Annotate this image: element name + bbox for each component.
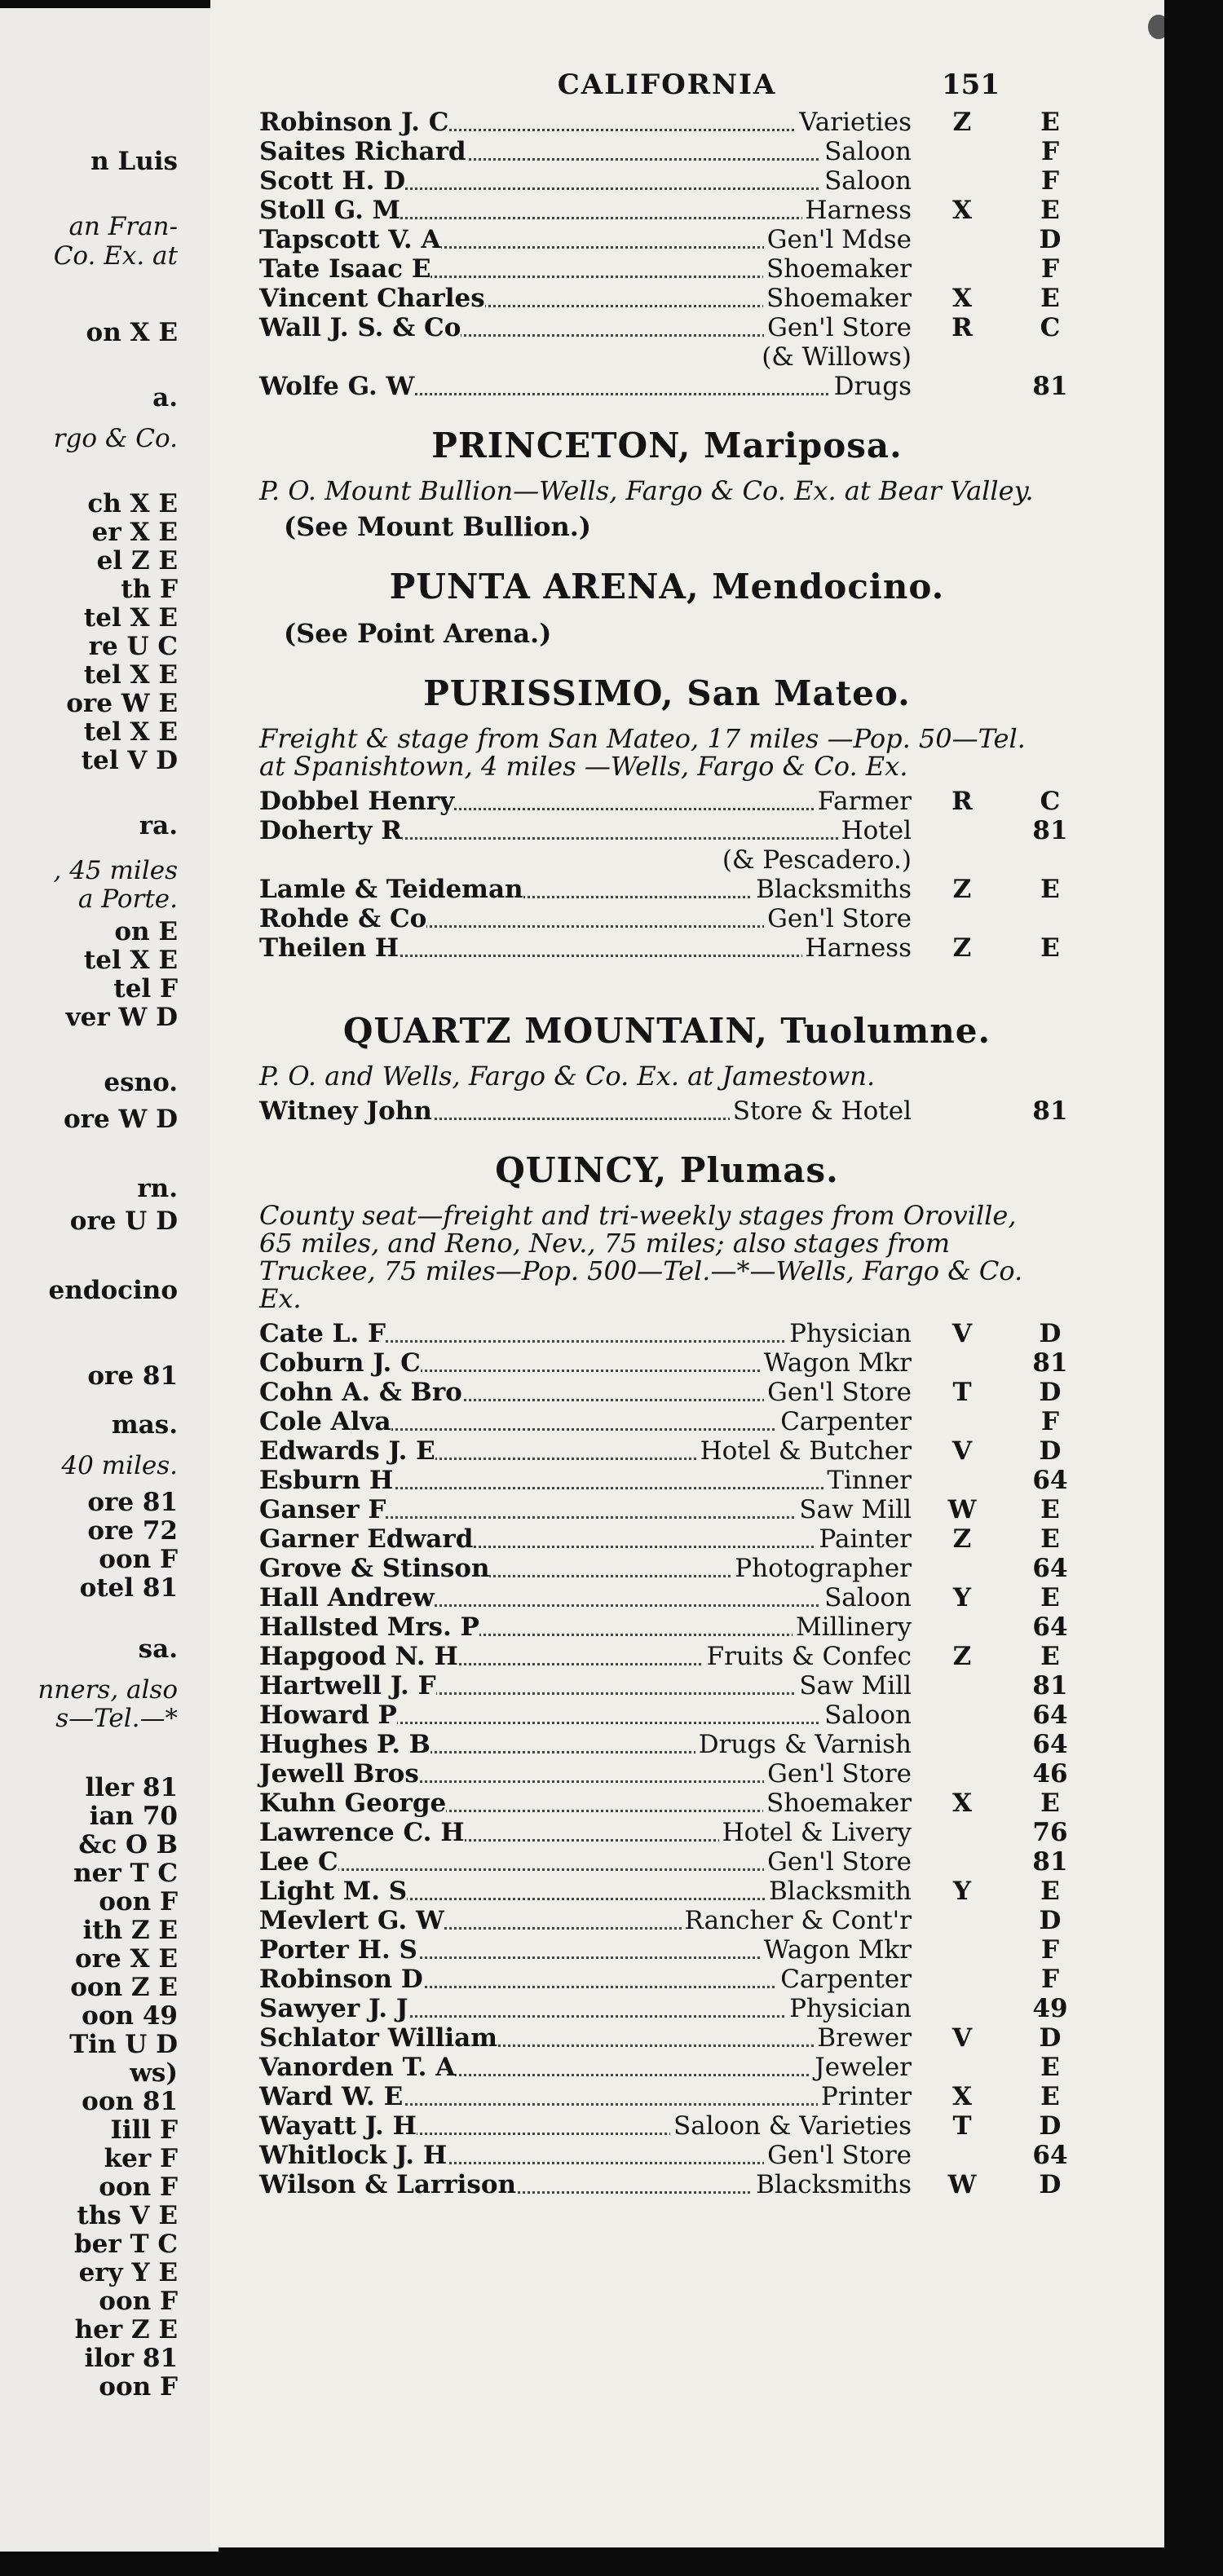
- rating-code: 64: [1032, 1700, 1068, 1730]
- left-page-fragment: oon 49: [82, 2001, 178, 2031]
- listing-row: [259, 108, 1075, 137]
- rating-code: E: [1040, 1524, 1060, 1554]
- listing-name: Mevlert G. W: [259, 1906, 444, 1935]
- left-page-fragment: &c O B: [78, 1830, 178, 1859]
- left-page-fragment: oon F: [99, 2287, 178, 2316]
- listing-name: Rohde & Co: [259, 904, 427, 933]
- see-reference: (See Mount Bullion.): [284, 511, 591, 542]
- listing-occupation: Fruits & Confec: [704, 1642, 912, 1671]
- listing-row: [259, 2053, 1075, 2082]
- left-page-fragment: oon 81: [82, 2087, 178, 2116]
- listing-row: [259, 372, 1075, 401]
- listing-name: Ward W. E: [259, 2082, 404, 2111]
- listing-occupation: Hotel & Livery: [719, 1818, 912, 1847]
- listing-name: Coburn J. C: [259, 1348, 421, 1378]
- rating-code: C: [1040, 787, 1061, 816]
- listing-occupation: Blacksmiths: [753, 875, 912, 904]
- town-listings: [259, 1319, 1075, 2199]
- rating-credit: Z: [952, 108, 972, 137]
- listing-row: [259, 1319, 1075, 1348]
- listing-name: Wolfe G. W: [259, 372, 415, 401]
- listing-occupation: Photographer: [731, 1554, 912, 1583]
- listing-name: Hartwell J. F: [259, 1671, 436, 1700]
- rating-credit: T: [952, 1378, 972, 1407]
- rating-code: D: [1039, 225, 1062, 254]
- left-page-fragment: ore W D: [63, 1105, 178, 1134]
- left-page-fragment: sa.: [138, 1634, 178, 1664]
- listing-row: [259, 1583, 1075, 1612]
- left-page-fragment: rn.: [137, 1174, 178, 1203]
- listing-name: Howard P: [259, 1700, 397, 1730]
- listing-occupation: Gen'l Store: [764, 904, 912, 933]
- rating-credit: Z: [952, 875, 972, 904]
- listing-occupation: (& Willows): [758, 342, 912, 372]
- left-page-fragment: ner T C: [73, 1859, 178, 1888]
- listing-occupation: Saloon: [821, 1700, 912, 1730]
- left-page-fragment: nners, also: [38, 1675, 178, 1705]
- listing-name: Jewell Bros: [259, 1759, 419, 1789]
- listing-row: [259, 2082, 1075, 2111]
- rating-credit: V: [951, 1319, 973, 1348]
- listing-row: [259, 1818, 1075, 1847]
- listing-row: [259, 1642, 1075, 1671]
- left-page-fragment: ths V E: [77, 2201, 178, 2230]
- listing-name: Edwards J. E: [259, 1436, 435, 1466]
- listing-name: Robinson D: [259, 1965, 423, 1994]
- left-page-fragment: ore U D: [69, 1206, 178, 1236]
- listing-occupation: Harness: [802, 933, 912, 963]
- listing-name: Cole Alva: [259, 1407, 391, 1436]
- listing-occupation: (& Pescadero.): [719, 845, 912, 875]
- rating-code: E: [1040, 1877, 1060, 1906]
- rating-credit: X: [951, 2082, 973, 2111]
- left-page-fragment: otel 81: [79, 1573, 178, 1603]
- left-page-fragment: ra.: [139, 811, 178, 840]
- town-heading: PUNTA ARENA, Mendocino.: [389, 567, 945, 607]
- left-page-fragment: ller 81: [85, 1773, 178, 1802]
- rating-code: 81: [1032, 816, 1068, 845]
- listing-occupation: Printer: [818, 2082, 912, 2111]
- left-page-fragment: oon Z E: [70, 1973, 178, 2002]
- rating-code: E: [1040, 2053, 1060, 2082]
- listing-row: [259, 904, 1075, 933]
- listing-occupation: Saloon: [821, 137, 912, 166]
- town-note: County seat—freight and tri-weekly stages from Oroville, 65 miles, and Reno, Nev., 75 miles; also stages from Truckee, 75 miles—Pop. 500—Tel.—*—Wells, Fargo & Co. Ex.: [259, 1200, 1023, 1314]
- listing-occupation: Drugs & Varnish: [695, 1730, 912, 1759]
- listing-row: [259, 1407, 1075, 1436]
- listing-name: Whitlock J. H: [259, 2141, 448, 2170]
- left-page-fragment: ore 72: [87, 1516, 178, 1546]
- rating-code: F: [1040, 137, 1059, 166]
- left-page-fragment: oon F: [99, 2172, 178, 2202]
- town-heading: PURISSIMO, San Mateo.: [423, 673, 911, 713]
- left-page-fragment: oon F: [99, 2372, 178, 2402]
- rating-code: D: [1039, 1319, 1062, 1348]
- left-page-fragment: ore 81: [87, 1361, 178, 1391]
- listing-occupation: Shoemaker: [763, 254, 912, 284]
- rating-code: F: [1040, 166, 1059, 196]
- directory-column: [259, 57, 1075, 2199]
- rating-code: 64: [1032, 1554, 1068, 1583]
- left-page-fragment: ore 81: [87, 1488, 178, 1517]
- left-page-fragment: el Z E: [96, 546, 178, 576]
- left-page-fragment: an Fran-: [68, 212, 178, 241]
- listing-row: [259, 1700, 1075, 1730]
- town-listings: [259, 1096, 1075, 1126]
- rating-credit: V: [951, 2023, 973, 2053]
- opening-entries: [259, 108, 1075, 401]
- listing-row: [259, 1965, 1075, 1994]
- left-page-fragment: ian 70: [89, 1802, 178, 1831]
- left-page-fragment: Tin U D: [69, 2030, 178, 2059]
- left-page-fragment: esno.: [104, 1068, 178, 1097]
- listing-row: [259, 1789, 1075, 1818]
- left-page-fragment: ery Y E: [78, 2258, 178, 2287]
- listing-row: [259, 1935, 1075, 1965]
- town-sections: [259, 426, 1075, 2199]
- rating-code: E: [1040, 1583, 1060, 1612]
- town-heading: QUINCY, Plumas.: [495, 1150, 839, 1190]
- left-page-fragment: rgo & Co.: [53, 424, 178, 453]
- listing-row: [259, 1612, 1075, 1642]
- rating-code: 46: [1032, 1759, 1068, 1789]
- listing-name: Robinson J. C: [259, 108, 449, 137]
- left-page-fragment: ker F: [104, 2144, 178, 2173]
- ink-spot: [1148, 15, 1164, 39]
- left-page: [0, 8, 219, 2552]
- left-page-fragments: [0, 8, 219, 2552]
- rating-code: E: [1040, 1642, 1060, 1671]
- rating-code: E: [1040, 108, 1060, 137]
- listing-row: [259, 1495, 1075, 1524]
- rating-code: C: [1040, 313, 1061, 342]
- listing-name: Garner Edward: [259, 1524, 474, 1554]
- listing-occupation: Saloon & Varieties: [670, 2111, 912, 2141]
- listing-row: [259, 2023, 1075, 2053]
- listing-occupation: Shoemaker: [763, 284, 912, 313]
- listing-row: [259, 1378, 1075, 1407]
- left-page-fragment: th F: [121, 575, 178, 604]
- rating-code: 81: [1032, 372, 1068, 401]
- see-reference: (See Point Arena.): [284, 618, 552, 649]
- rating-code: 64: [1032, 1466, 1068, 1495]
- listing-occupation: Gen'l Store: [764, 1847, 912, 1877]
- listing-name: Scott H. D: [259, 166, 406, 196]
- rating-code: F: [1040, 1935, 1059, 1965]
- left-page-fragment: ilor 81: [84, 2344, 178, 2373]
- rating-code: D: [1039, 2111, 1062, 2141]
- listing-occupation: Drugs: [831, 372, 912, 401]
- listing-row: [259, 1096, 1075, 1126]
- listing-row: [259, 137, 1075, 166]
- rating-code: F: [1040, 1407, 1059, 1436]
- listing-name: Lee C: [259, 1847, 338, 1877]
- listing-name: Saites Richard: [259, 137, 466, 166]
- listing-row: [259, 1847, 1075, 1877]
- left-page-fragment: ch X E: [87, 489, 178, 518]
- left-page-fragment: ber T C: [73, 2230, 178, 2259]
- left-page-fragment: ws): [130, 2058, 178, 2088]
- rating-credit: X: [951, 196, 973, 225]
- listing-occupation: Varieties: [796, 108, 912, 137]
- listing-row: [259, 1759, 1075, 1789]
- listing-name: Wayatt J. H: [259, 2111, 417, 2141]
- rating-credit: Z: [952, 1642, 972, 1671]
- listing-row: [259, 1906, 1075, 1935]
- left-page-fragment: on X E: [86, 318, 178, 347]
- rating-code: F: [1040, 1965, 1059, 1994]
- listing-occupation: Carpenter: [777, 1407, 912, 1436]
- listing-name: Theilen H: [259, 933, 400, 963]
- listing-name: Wall J. S. & Co: [259, 313, 461, 342]
- listing-row: [259, 875, 1075, 904]
- listing-occupation: Physician: [786, 1319, 912, 1348]
- listing-row: [259, 166, 1075, 196]
- town-note: P. O. and Wells, Fargo & Co. Ex. at Jamestown.: [259, 1061, 876, 1092]
- listing-name: Hall Andrew: [259, 1583, 435, 1612]
- listing-row: [259, 225, 1075, 254]
- listing-name: Stoll G. M: [259, 196, 400, 225]
- listing-occupation: Farmer: [815, 787, 912, 816]
- listing-occupation: Millinery: [793, 1612, 912, 1642]
- rating-code: E: [1040, 196, 1060, 225]
- listing-occupation: Blacksmith: [766, 1877, 912, 1906]
- listing-name: Ganser F: [259, 1495, 386, 1524]
- listing-occupation: Gen'l Store: [764, 1378, 912, 1407]
- left-page-fragment: ore X E: [75, 1944, 178, 1974]
- listing-occupation: Hotel & Butcher: [697, 1436, 912, 1466]
- rating-code: E: [1040, 1789, 1060, 1818]
- listing-occupation: Jeweler: [811, 2053, 912, 2082]
- listing-occupation: Store & Hotel: [730, 1096, 912, 1126]
- listing-name: Light M. S: [259, 1877, 408, 1906]
- rating-credit: Y: [952, 1583, 972, 1612]
- listing-name: Dobbel Henry: [259, 787, 455, 816]
- listing-occupation: Painter: [816, 1524, 912, 1554]
- listing-occupation: Tinner: [823, 1466, 912, 1495]
- listing-occupation: Wagon Mkr: [761, 1348, 912, 1378]
- rating-code: E: [1040, 875, 1060, 904]
- rating-credit: T: [952, 2111, 972, 2141]
- listing-row: [259, 2170, 1075, 2199]
- listing-occupation: Blacksmiths: [753, 2170, 912, 2199]
- left-page-fragment: mas.: [111, 1410, 178, 1440]
- left-page-fragment: , 45 miles: [53, 856, 178, 885]
- listing-occupation: Saloon: [821, 166, 912, 196]
- rating-credit: X: [951, 284, 973, 313]
- listing-row: [259, 1554, 1075, 1583]
- rating-code: E: [1040, 2082, 1060, 2111]
- listing-occupation: Gen'l Store: [764, 313, 912, 342]
- rating-code: F: [1040, 254, 1059, 284]
- right-page: [210, 0, 1164, 2547]
- rating-code: D: [1039, 1378, 1062, 1407]
- listing-row: [259, 1994, 1075, 2023]
- left-page-fragment: tel X E: [83, 660, 178, 690]
- listing-row: [259, 1877, 1075, 1906]
- listing-row: [259, 816, 1075, 845]
- listing-row: [259, 1671, 1075, 1700]
- listing-row: [259, 342, 1075, 372]
- listing-row: [259, 1348, 1075, 1378]
- left-page-fragment: a.: [152, 383, 178, 412]
- town-listings: [259, 787, 1075, 963]
- listing-row: [259, 933, 1075, 963]
- rating-code: 76: [1032, 1818, 1068, 1847]
- left-page-fragment: ver W D: [65, 1003, 178, 1032]
- listing-name: Schlator William: [259, 2023, 498, 2053]
- listing-row: [259, 1436, 1075, 1466]
- listing-occupation: Gen'l Mdse: [764, 225, 912, 254]
- left-page-fragment: tel V D: [81, 746, 178, 775]
- listing-name: Sawyer J. J: [259, 1994, 408, 2023]
- listing-name: Lamle & Teideman: [259, 875, 523, 904]
- listing-name: Cate L. F: [259, 1319, 386, 1348]
- listing-row: [259, 313, 1075, 342]
- listing-name: Cohn A. & Bro: [259, 1378, 462, 1407]
- rating-credit: W: [947, 2170, 977, 2199]
- listing-name: Hapgood N. H: [259, 1642, 458, 1671]
- listing-occupation: Brewer: [814, 2023, 912, 2053]
- left-page-fragment: on E: [114, 917, 178, 946]
- rating-credit: V: [951, 1436, 973, 1466]
- listing-occupation: Carpenter: [777, 1965, 912, 1994]
- left-page-fragment: a Porte.: [77, 884, 178, 914]
- listing-occupation: Physician: [786, 1994, 912, 2023]
- listing-occupation: Saloon: [821, 1583, 912, 1612]
- left-page-fragment: re U C: [88, 632, 178, 661]
- rating-code: 64: [1032, 1612, 1068, 1642]
- rating-code: D: [1039, 2170, 1062, 2199]
- left-page-fragment: n Luis: [91, 147, 178, 176]
- left-page-fragment: ore W E: [66, 689, 178, 718]
- left-page-fragment: ith Z E: [82, 1916, 178, 1945]
- left-page-fragment: tel X E: [83, 717, 178, 747]
- left-page-fragment: Iill F: [110, 2115, 178, 2145]
- left-page-fragment: tel X E: [83, 603, 178, 633]
- listing-occupation: Rancher & Cont'r: [682, 1906, 912, 1935]
- listing-name: Porter H. S: [259, 1935, 417, 1965]
- listing-row: [259, 2141, 1075, 2170]
- listing-name: Esburn H: [259, 1466, 394, 1495]
- left-page-fragment: er X E: [91, 518, 178, 547]
- listing-name: Vanorden T. A: [259, 2053, 456, 2082]
- rating-code: 64: [1032, 1730, 1068, 1759]
- listing-name: Tapscott V. A: [259, 225, 441, 254]
- left-page-fragment: her Z E: [74, 2315, 178, 2344]
- listing-row: [259, 1466, 1075, 1495]
- left-page-fragment: oon F: [99, 1887, 178, 1917]
- town-note: Freight & stage from San Mateo, 17 miles —Pop. 50—Tel. at Spanishtown, 4 miles —Wells, Fargo & Co. Ex.: [259, 723, 1026, 782]
- left-page-fragment: endocino: [48, 1276, 178, 1305]
- left-page-fragment: tel F: [113, 974, 178, 1003]
- listing-row: [259, 2111, 1075, 2141]
- town-note: P. O. Mount Bullion—Wells, Fargo & Co. Ex. at Bear Valley.: [259, 475, 1034, 506]
- left-page-fragment: oon F: [99, 1545, 178, 1574]
- rating-code: 64: [1032, 2141, 1068, 2170]
- listing-row: [259, 196, 1075, 225]
- rating-code: D: [1039, 1906, 1062, 1935]
- listing-occupation: Hotel: [838, 816, 912, 845]
- listing-occupation: Wagon Mkr: [761, 1935, 912, 1965]
- listing-name: Witney John: [259, 1096, 432, 1126]
- rating-credit: X: [951, 1789, 973, 1818]
- left-page-fragment: s—Tel.—*: [55, 1704, 178, 1733]
- listing-occupation: Saw Mill: [796, 1495, 912, 1524]
- listing-name: Grove & Stinson: [259, 1554, 490, 1583]
- listing-name: Hallsted Mrs. P: [259, 1612, 479, 1642]
- rating-credit: R: [951, 787, 973, 816]
- listing-occupation: Gen'l Store: [764, 2141, 912, 2170]
- town-heading: PRINCETON, Mariposa.: [431, 426, 903, 465]
- running-head: [259, 57, 1075, 108]
- rating-code: 81: [1032, 1348, 1068, 1378]
- rating-credit: Z: [952, 1524, 972, 1554]
- listing-name: Kuhn George: [259, 1789, 447, 1818]
- rating-credit: R: [951, 313, 973, 342]
- listing-row: [259, 284, 1075, 313]
- rating-code: E: [1040, 933, 1060, 963]
- town-heading: QUARTZ MOUNTAIN, Tuolumne.: [342, 1011, 991, 1051]
- listing-occupation: Gen'l Store: [764, 1759, 912, 1789]
- rating-credit: Y: [952, 1877, 972, 1906]
- page-number: 151: [942, 68, 1000, 101]
- rating-code: 49: [1032, 1994, 1068, 2023]
- page-title: CALIFORNIA: [557, 68, 777, 101]
- listing-row: [259, 845, 1075, 875]
- listing-occupation: Harness: [802, 196, 912, 225]
- listing-row: [259, 1730, 1075, 1759]
- rating-code: E: [1040, 284, 1060, 313]
- rating-code: 81: [1032, 1847, 1068, 1877]
- rating-code: E: [1040, 1495, 1060, 1524]
- rating-credit: W: [947, 1495, 977, 1524]
- rating-code: 81: [1032, 1096, 1068, 1126]
- listing-name: Vincent Charles: [259, 284, 485, 313]
- listing-occupation: Saw Mill: [796, 1671, 912, 1700]
- listing-occupation: Shoemaker: [763, 1789, 912, 1818]
- left-page-fragment: 40 miles.: [61, 1451, 178, 1480]
- left-page-fragment: tel X E: [83, 946, 178, 975]
- listing-name: Hughes P. B: [259, 1730, 430, 1759]
- rating-code: 81: [1032, 1671, 1068, 1700]
- rating-code: D: [1039, 1436, 1062, 1466]
- listing-row: [259, 254, 1075, 284]
- listing-name: Wilson & Larrison: [259, 2170, 517, 2199]
- listing-name: Doherty R: [259, 816, 403, 845]
- rating-credit: Z: [952, 933, 972, 963]
- listing-row: [259, 787, 1075, 816]
- left-page-fragment: Co. Ex. at: [53, 241, 178, 271]
- listing-row: [259, 1524, 1075, 1554]
- rating-code: D: [1039, 2023, 1062, 2053]
- listing-name: Tate Isaac E: [259, 254, 431, 284]
- listing-name: Lawrence C. H: [259, 1818, 465, 1847]
